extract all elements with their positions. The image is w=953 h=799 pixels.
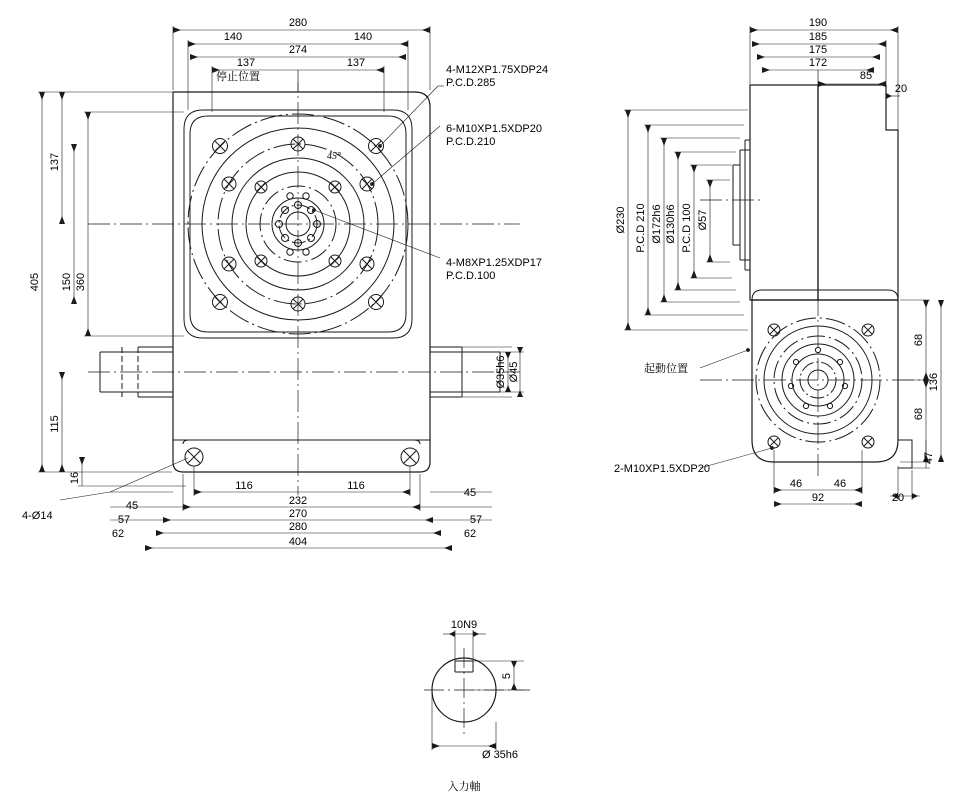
dim-137-left: 137 — [236, 57, 256, 69]
note-stop-position: 停止位置 — [216, 70, 260, 83]
dim-116-right: 116 — [347, 480, 365, 492]
dim-172h6: Ø172h6 — [651, 204, 663, 244]
note-start-position: 起動位置 — [644, 362, 688, 375]
dim-85: 85 — [859, 70, 873, 82]
dim-46-right: 46 — [833, 478, 847, 490]
dim-key-10n9: 10N9 — [450, 619, 478, 631]
dim-62-left: 62 — [111, 528, 125, 540]
dim-45-left: 45 — [125, 500, 139, 512]
note-bolt-m12-line1: 4-M12XP1.75XDP24 — [446, 64, 549, 76]
dim-185: 185 — [808, 31, 828, 43]
dim-270: 270 — [288, 508, 308, 520]
dim-45-right: 45 — [463, 487, 477, 499]
dim-57-left: 57 — [117, 514, 131, 526]
dim-130h6: Ø130h6 — [665, 204, 677, 244]
dim-key-depth-5: 5 — [501, 672, 513, 680]
note-bolt-m10-2: 2-M10XP1.5XDP20 — [614, 463, 710, 475]
dim-280-bottom: 280 — [288, 521, 308, 533]
dim-92: 92 — [811, 492, 825, 504]
dim-360: 360 — [75, 272, 87, 292]
note-bolt-m8-line1: 4-M8XP1.25XDP17 — [446, 257, 542, 269]
dim-175: 175 — [808, 44, 828, 56]
dim-405: 405 — [29, 272, 41, 292]
dim-46-left: 46 — [789, 478, 803, 490]
dim-68-top: 68 — [913, 333, 925, 347]
dim-47: 47 — [923, 451, 935, 465]
dim-116-left: 116 — [235, 480, 253, 492]
dim-20-bottom: 20 — [891, 492, 905, 504]
dim-20-top: 20 — [894, 83, 908, 95]
dim-d57: Ø57 — [697, 209, 709, 231]
dim-280-top: 280 — [288, 17, 308, 29]
dim-150: 150 — [61, 272, 73, 292]
dim-232: 232 — [288, 495, 308, 507]
caption-input-shaft: 入力軸 — [447, 780, 481, 793]
dim-shaft-35h6: Ø35h6 — [495, 355, 507, 389]
dim-137-left-v: 137 — [49, 152, 61, 172]
dim-136: 136 — [928, 372, 940, 392]
dim-d230: Ø230 — [615, 206, 627, 234]
note-hole-4d14: 4-Ø14 — [22, 510, 53, 522]
dim-68-bottom: 68 — [913, 407, 925, 421]
dim-404: 404 — [288, 536, 308, 548]
dim-shaft-45: Ø45 — [508, 361, 520, 383]
note-bolt-m10-line2: P.C.D.210 — [446, 136, 496, 148]
dim-57-right: 57 — [469, 514, 483, 526]
note-angle: 45° — [327, 151, 341, 162]
dim-140-left: 140 — [223, 31, 243, 43]
note-bolt-m12-line2: P.C.D.285 — [446, 77, 496, 89]
dim-190: 190 — [808, 17, 828, 29]
dim-62-right: 62 — [463, 528, 477, 540]
dim-pcd210: P.C.D 210 — [635, 203, 647, 253]
dim-16: 16 — [69, 471, 81, 485]
dim-140-right: 140 — [353, 31, 373, 43]
note-bolt-m10-line1: 6-M10XP1.5XDP20 — [446, 123, 542, 135]
dim-137-right: 137 — [346, 57, 366, 69]
dim-172: 172 — [808, 57, 828, 69]
dim-shaft-dia-35h6: Ø 35h6 — [481, 749, 519, 761]
dim-115: 115 — [49, 415, 61, 433]
dim-pcd100: P.C.D 100 — [681, 203, 693, 253]
note-bolt-m8-line2: P.C.D.100 — [446, 270, 496, 282]
dim-274: 274 — [288, 44, 308, 56]
